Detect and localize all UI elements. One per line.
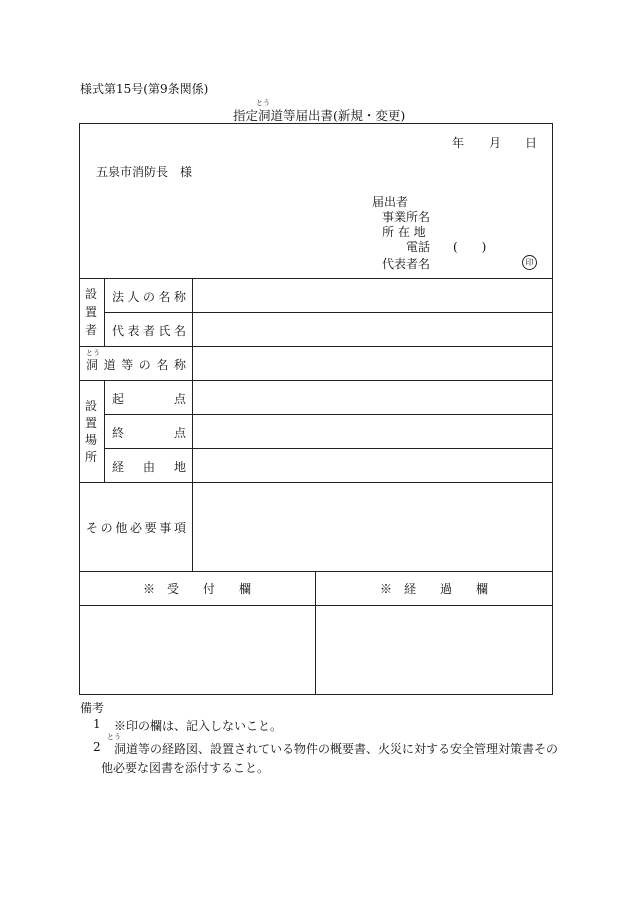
note-2-line-2: 他必要な図書を添付すること。 xyxy=(101,761,270,775)
tunnel-ruby: とう xyxy=(86,349,100,357)
vline-location xyxy=(104,380,105,482)
note-1-number: 1 xyxy=(93,717,101,731)
date-year: 年 xyxy=(452,136,465,150)
divider-location-1 xyxy=(104,414,553,415)
divider-header xyxy=(79,278,553,279)
tunnel-name-label: 洞 道 等 の 名 称 xyxy=(86,358,186,372)
divider-footer-header xyxy=(79,605,553,606)
divider-tunnel-end xyxy=(79,380,553,381)
divider-installer-mid xyxy=(104,312,553,313)
vline-label-column xyxy=(192,278,193,571)
note-2-line-1: 洞道等の経路図、設置されている物件の概要書、火災に対する安全管理対策書その xyxy=(114,742,559,756)
phone-parens: ( ) xyxy=(453,240,487,254)
vline-installer xyxy=(104,278,105,346)
representative-name-label: 代表者名 xyxy=(382,257,431,271)
start-point-label: 起 点 xyxy=(112,392,186,406)
divider-installer-end xyxy=(79,346,553,347)
progress-label: ※ 経 過 欄 xyxy=(379,582,488,596)
form-title: 指定洞道等届出書(新規・変更) xyxy=(233,108,406,123)
divider-other-end xyxy=(79,571,553,572)
business-name-label: 事業所名 xyxy=(382,210,431,224)
form-table xyxy=(79,123,553,695)
form-number: 様式第15号(第9条関係) xyxy=(80,82,209,96)
notes-heading: 備考 xyxy=(80,701,105,715)
seal-mark: 印 xyxy=(522,255,537,270)
via-point-label: 経 由 地 xyxy=(112,460,186,474)
installer-rep-label: 代 表 者 氏 名 xyxy=(112,324,186,338)
address-label: 所 在 地 xyxy=(382,225,426,239)
corp-name-label: 法 人 の 名 称 xyxy=(112,290,186,304)
addressee: 五泉市消防長 様 xyxy=(96,165,193,179)
date-day: 日 xyxy=(525,136,538,150)
phone-label: 電話 xyxy=(406,240,431,254)
note-2-ruby: とう xyxy=(107,733,121,741)
other-items-label: そ の 他 必 要 事 項 xyxy=(86,521,186,535)
note-1-text: ※印の欄は、記入しないこと。 xyxy=(114,719,283,733)
title-ruby: とう xyxy=(256,99,270,107)
end-point-label: 終 点 xyxy=(112,426,186,440)
note-2-number: 2 xyxy=(93,740,101,754)
installer-group-label: 設 置 者 xyxy=(84,287,97,337)
reception-label: ※ 受 付 欄 xyxy=(142,582,251,596)
divider-location-2 xyxy=(104,448,553,449)
divider-location-end xyxy=(79,482,553,483)
date-month: 月 xyxy=(489,136,502,150)
location-group-label: 設 置 場 所 xyxy=(84,399,97,464)
submitter-label: 届出者 xyxy=(372,195,409,209)
